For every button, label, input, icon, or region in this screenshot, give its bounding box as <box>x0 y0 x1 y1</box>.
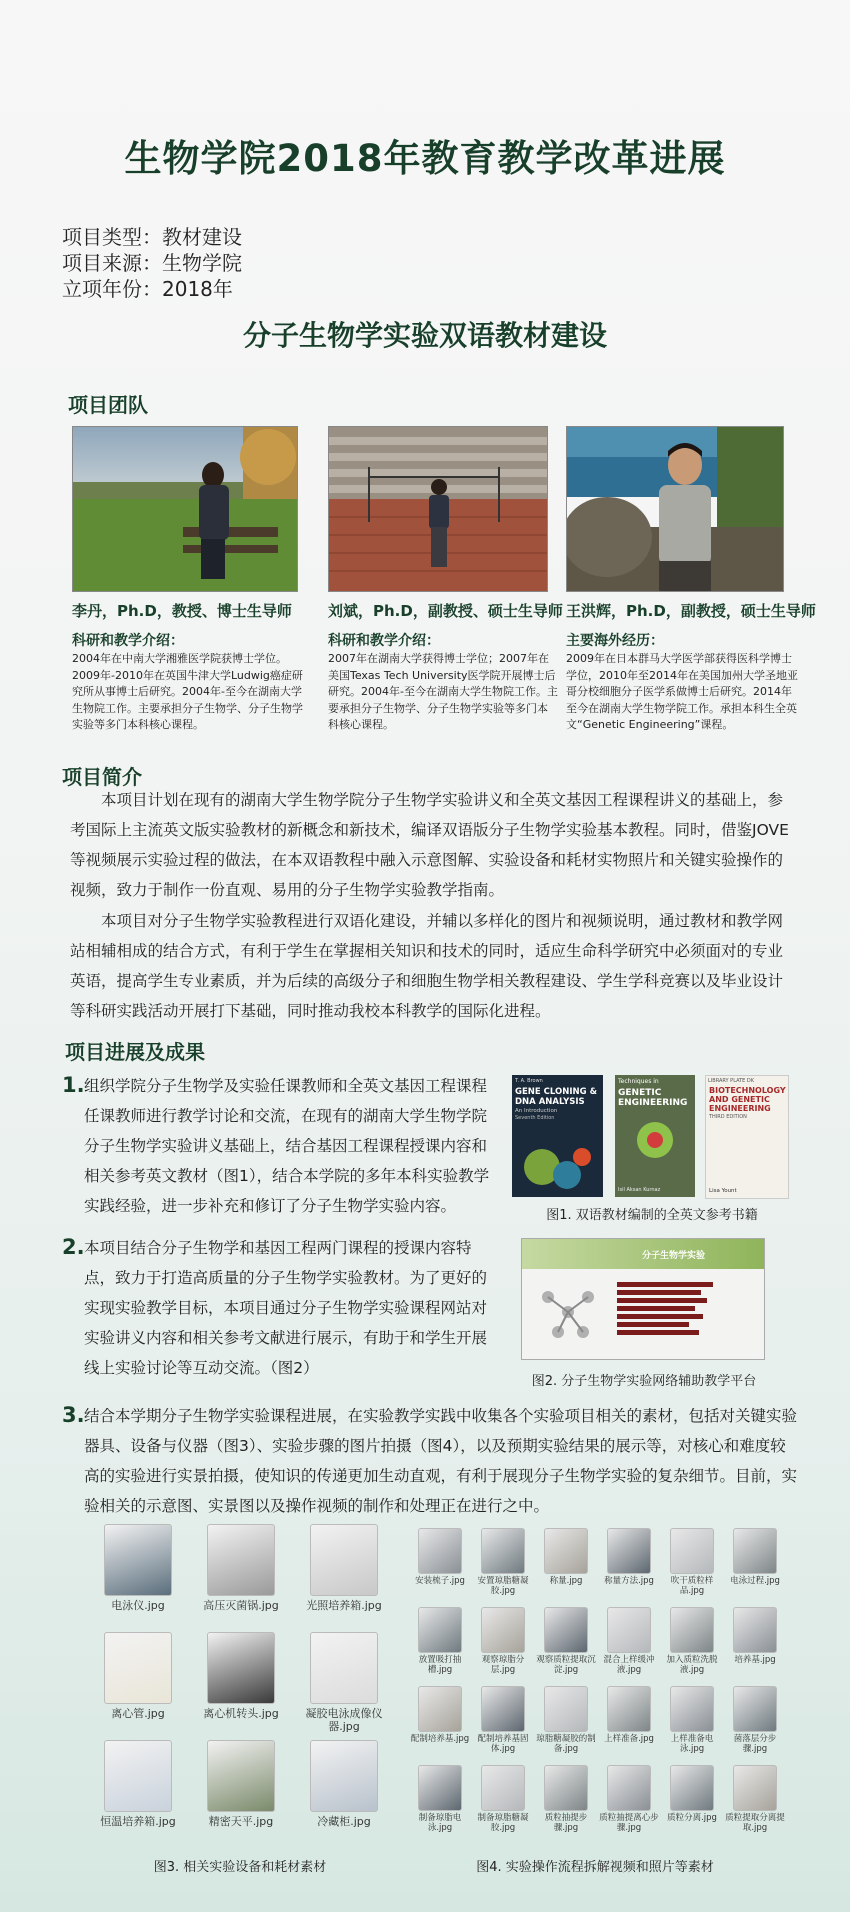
equipment-label: 精密天平.jpg <box>208 1815 274 1828</box>
step-item <box>662 1686 722 1754</box>
member-bio-title-3: 主要海外经历： <box>566 633 664 649</box>
step-photo <box>733 1607 777 1653</box>
member-name-3: 王洪辉，Ph.D，副教授，硕士生导师 <box>566 602 816 620</box>
figure-2-website <box>521 1238 765 1360</box>
step-photo <box>481 1765 525 1811</box>
step-item <box>536 1765 596 1833</box>
step-label: 质粒抽提步骤.jpg <box>544 1813 588 1833</box>
step-photo <box>607 1765 651 1811</box>
step-photo <box>607 1686 651 1732</box>
figure-4-caption: 图4. 实验操作流程拆解视频和照片等素材 <box>476 1860 714 1875</box>
step-label: 观察质粒提取沉淀.jpg <box>536 1655 596 1675</box>
item-number-2: 2. <box>62 1235 85 1259</box>
step-photo <box>670 1686 714 1732</box>
equipment-photo <box>310 1632 378 1704</box>
member-photo-3 <box>566 426 784 592</box>
book-title-1: GENE CLONING & DNA ANALYSIS <box>515 1087 597 1107</box>
step-label: 称量.jpg <box>549 1576 583 1586</box>
step-item <box>662 1528 722 1596</box>
member-name-2: 刘斌，Ph.D，副教授、硕士生导师 <box>328 602 563 620</box>
step-item <box>599 1607 659 1675</box>
step-label: 配制培养基固体.jpg <box>477 1734 529 1754</box>
step-item <box>536 1528 596 1586</box>
equipment-item <box>88 1632 188 1720</box>
equipment-label: 离心管.jpg <box>111 1707 165 1720</box>
step-label: 上样准备.jpg <box>604 1734 654 1744</box>
project-type: 项目类型：教材建设 <box>62 225 242 249</box>
member-bio-1: 2004年在中南大学湘雅医学院获博士学位。2009年-2010年在英国牛津大学Ludwig癌症研究所从事博士后研究。2004年-至今在湖南大学生物院工作。主要承担分子生物学、分子生物学实验等多门本科核心课程。 <box>72 652 303 731</box>
step-photo <box>733 1528 777 1574</box>
member-photo-1 <box>72 426 298 592</box>
equipment-item <box>191 1632 291 1720</box>
step-item <box>662 1765 722 1823</box>
item-text-1: 组织学院分子生物学及实验任课教师和全英文基因工程课程任课教师进行教学讨论和交流，在现有的湖南大学生物学院分子生物学实验讲义基础上，结合基因工程课程授课内容和相关参考英文教材（图1），结合本学院的多年本科实验教学实践经验，进一步补充和修订了分子生物学实验内容。 <box>84 1077 490 1215</box>
step-photo <box>481 1607 525 1653</box>
member-bio-title-2: 科研和教学介绍： <box>328 633 440 649</box>
step-label: 电泳过程.jpg <box>730 1576 780 1586</box>
equipment-label: 恒温培养箱.jpg <box>100 1815 176 1828</box>
step-label: 质粒提取分离提取.jpg <box>725 1813 785 1833</box>
book-edition-1: Seventh Edition <box>515 1115 555 1121</box>
website-banner-title: 分子生物学实验 <box>642 1251 706 1261</box>
equipment-photo <box>104 1740 172 1812</box>
member-name-1: 李丹，Ph.D，教授、博士生导师 <box>72 602 292 620</box>
equipment-label: 凝胶电泳成像仪器.jpg <box>305 1707 383 1733</box>
equipment-label: 高压灭菌锅.jpg <box>203 1599 279 1612</box>
book-title-2: GENETIC ENGINEERING <box>618 1088 688 1108</box>
figure-3-grid <box>88 1524 398 1844</box>
project-year: 立项年份：2018年 <box>62 277 233 301</box>
figure-3-caption: 图3. 相关实验设备和耗材素材 <box>153 1860 327 1875</box>
equipment-item <box>88 1740 188 1828</box>
equipment-label: 电泳仪.jpg <box>111 1599 165 1612</box>
equipment-item <box>191 1740 291 1828</box>
step-label: 琼脂糖凝胶的制备.jpg <box>536 1734 596 1754</box>
step-photo <box>544 1607 588 1653</box>
equipment-item <box>294 1524 394 1612</box>
member-bio-title-1: 科研和教学介绍： <box>72 633 184 649</box>
item-number-1: 1. <box>62 1073 85 1097</box>
step-photo <box>607 1528 651 1574</box>
step-label: 观察琼脂分层.jpg <box>481 1655 525 1675</box>
step-item <box>599 1765 659 1833</box>
member-bio-3: 2009年在日本群马大学医学部获得医科学博士学位，2010年至2014年在美国加州大学圣地亚哥分校细胞分子医学系做博士后研究。2014年至今在湖南大学生物学院工作。承担本科生全英文“Genetic Engineering”课程。 <box>566 652 798 731</box>
step-item <box>599 1528 659 1586</box>
step-item <box>599 1686 659 1744</box>
step-item <box>473 1686 533 1754</box>
step-photo <box>670 1528 714 1574</box>
project-source: 项目来源：生物学院 <box>62 251 242 275</box>
poster-title: 生物学院2018年教育教学改革进展 <box>124 137 726 180</box>
step-photo <box>418 1686 462 1732</box>
step-label: 培养基.jpg <box>734 1655 776 1665</box>
step-photo <box>544 1528 588 1574</box>
step-item <box>473 1528 533 1596</box>
step-label: 吹干质粒样品.jpg <box>670 1576 714 1596</box>
member-bio-2: 2007年在湖南大学获得博士学位；2007年在美国Texas Tech University医学院开展博士后研究。2004年-至今在湖南大学生物院工作。主要承担分子生物学、分子生物学实验等多门本科核心课程。 <box>328 652 558 731</box>
website-file-list <box>617 1279 737 1338</box>
step-label: 菌落层分步骤.jpg <box>733 1734 777 1754</box>
equipment-item <box>88 1524 188 1612</box>
member-photo-2 <box>328 426 548 592</box>
figure-1-books <box>512 1075 787 1197</box>
book-cover-1 <box>512 1075 603 1197</box>
equipment-photo <box>104 1524 172 1596</box>
intro-paragraph-2: 本项目对分子生物学实验教程进行双语化建设，并辅以多样化的图片和视频说明，通过教材和教学网站相辅相成的结合方式，有利于学生在掌握相关知识和技术的同时，适应生命科学研究中必须面对的专业英语，提高学生专业素质，并为后续的高级分子和细胞生物学相关教程建设、学生学科竞赛以及毕业设计等科研实践活动开展打下基础，同时推动我校本科教学的国际化进程。 <box>70 912 784 1020</box>
step-item <box>662 1607 722 1675</box>
figure-1-caption: 图1. 双语教材编制的全英文参考书籍 <box>546 1208 758 1223</box>
step-photo <box>544 1686 588 1732</box>
step-photo <box>670 1607 714 1653</box>
step-label: 配制培养基.jpg <box>410 1734 470 1744</box>
figure-4-grid <box>410 1528 790 1838</box>
book-series-2: Techniques in <box>618 1078 659 1085</box>
book-author-1: T. A. Brown <box>515 1078 543 1084</box>
equipment-photo <box>207 1632 275 1704</box>
step-photo <box>418 1528 462 1574</box>
book-cover-3 <box>705 1075 789 1199</box>
step-item <box>536 1607 596 1675</box>
intro-paragraph-1: 本项目计划在现有的湖南大学生物学院分子生物学实验讲义和全英文基因工程课程讲义的基础上，参考国际上主流英文版实验教材的新概念和新技术，编译双语版分子生物学实验基本教程。同时，借鉴JOVE等视频展示实验过程的做法，在本双语教程中融入示意图解、实验设备和耗材实物照片和关键实验操作的视频，致力于制作一份直观、易用的分子生物学实验教学指南。 <box>70 791 789 899</box>
step-label: 放置吸打抽槽.jpg <box>418 1655 462 1675</box>
step-photo <box>733 1686 777 1732</box>
equipment-photo <box>207 1524 275 1596</box>
step-photo <box>481 1686 525 1732</box>
progress-heading: 项目进展及成果 <box>65 1040 205 1064</box>
item-number-3: 3. <box>62 1403 85 1427</box>
equipment-photo <box>310 1740 378 1812</box>
book-author-3: Lisa Yount <box>709 1188 737 1194</box>
equipment-photo <box>104 1632 172 1704</box>
equipment-label: 光照培养箱.jpg <box>306 1599 382 1612</box>
equipment-item <box>294 1632 394 1733</box>
equipment-photo <box>207 1740 275 1812</box>
book-subtitle-1: An Introduction <box>515 1108 558 1114</box>
intro-heading: 项目简介 <box>62 765 142 789</box>
equipment-photo <box>310 1524 378 1596</box>
equipment-item <box>294 1740 394 1828</box>
step-item <box>725 1528 785 1586</box>
equipment-item <box>191 1524 291 1612</box>
project-subtitle: 分子生物学实验双语教材建设 <box>242 319 607 352</box>
equipment-label: 离心机转头.jpg <box>203 1707 279 1720</box>
step-item <box>725 1607 785 1665</box>
website-banner <box>522 1239 764 1269</box>
step-item <box>725 1686 785 1754</box>
step-item <box>536 1686 596 1754</box>
item-text-2: 本项目结合分子生物学和基因工程两门课程的授课内容特点，致力于打造高质量的分子生物学实验教材。为了更好的实现实验教学目标，本项目通过分子生物学实验课程网站对实验讲义内容和相关参考文献进行展示，有助于和学生开展线上实验讨论等互动交流。（图2） <box>84 1239 488 1377</box>
item-text-3: 结合本学期分子生物学实验课程进展，在实验教学实践中收集各个实验项目相关的素材，包括对关键实验器具、设备与仪器（图3）、实验步骤的图片拍摄（图4），以及预期实验结果的展示等，对核心和难度较高的实验进行实景拍摄，使知识的传递更加生动直观，有利于展现分子生物学实验的复杂细节。目前，实验相关的示意图、实景图以及操作视频的制作和处理正在进行之中。 <box>84 1407 798 1515</box>
step-label: 混合上样缓冲液.jpg <box>603 1655 655 1675</box>
step-label: 上样准备电泳.jpg <box>670 1734 714 1754</box>
step-item <box>410 1528 470 1586</box>
step-item <box>410 1686 470 1744</box>
step-label: 制备琼脂糖凝胶.jpg <box>477 1813 529 1833</box>
book-author-2: Isil Aksan Kurnaz <box>618 1187 661 1193</box>
step-label: 质粒分离.jpg <box>667 1813 717 1823</box>
step-item <box>725 1765 785 1833</box>
figure-2-caption: 图2. 分子生物学实验网络辅助教学平台 <box>531 1374 757 1389</box>
step-photo <box>481 1528 525 1574</box>
step-item <box>410 1607 470 1675</box>
step-label: 加入质粒洗脱液.jpg <box>666 1655 718 1675</box>
step-label: 称量方法.jpg <box>604 1576 654 1586</box>
book-cover-2 <box>615 1075 695 1197</box>
molecule-image <box>528 1277 608 1347</box>
step-photo <box>418 1607 462 1653</box>
step-item <box>410 1765 470 1833</box>
step-photo <box>607 1607 651 1653</box>
step-label: 安装梳子.jpg <box>415 1576 465 1586</box>
book-series-3: LIBRARY PLATE DK <box>708 1078 755 1084</box>
step-label: 质粒抽提离心步骤.jpg <box>599 1813 659 1833</box>
equipment-label: 冷藏柜.jpg <box>317 1815 371 1828</box>
step-photo <box>733 1765 777 1811</box>
step-label: 制备琼脂电泳.jpg <box>418 1813 462 1833</box>
book-title-3: BIOTECHNOLOGY AND GENETIC ENGINEERING <box>709 1086 786 1113</box>
team-heading: 项目团队 <box>68 393 148 417</box>
step-photo <box>670 1765 714 1811</box>
step-photo <box>544 1765 588 1811</box>
step-label: 安置琼脂糖凝胶.jpg <box>477 1576 529 1596</box>
step-photo <box>418 1765 462 1811</box>
book-edition-3: THIRD EDITION <box>709 1114 747 1120</box>
step-item <box>473 1765 533 1833</box>
step-item <box>473 1607 533 1675</box>
